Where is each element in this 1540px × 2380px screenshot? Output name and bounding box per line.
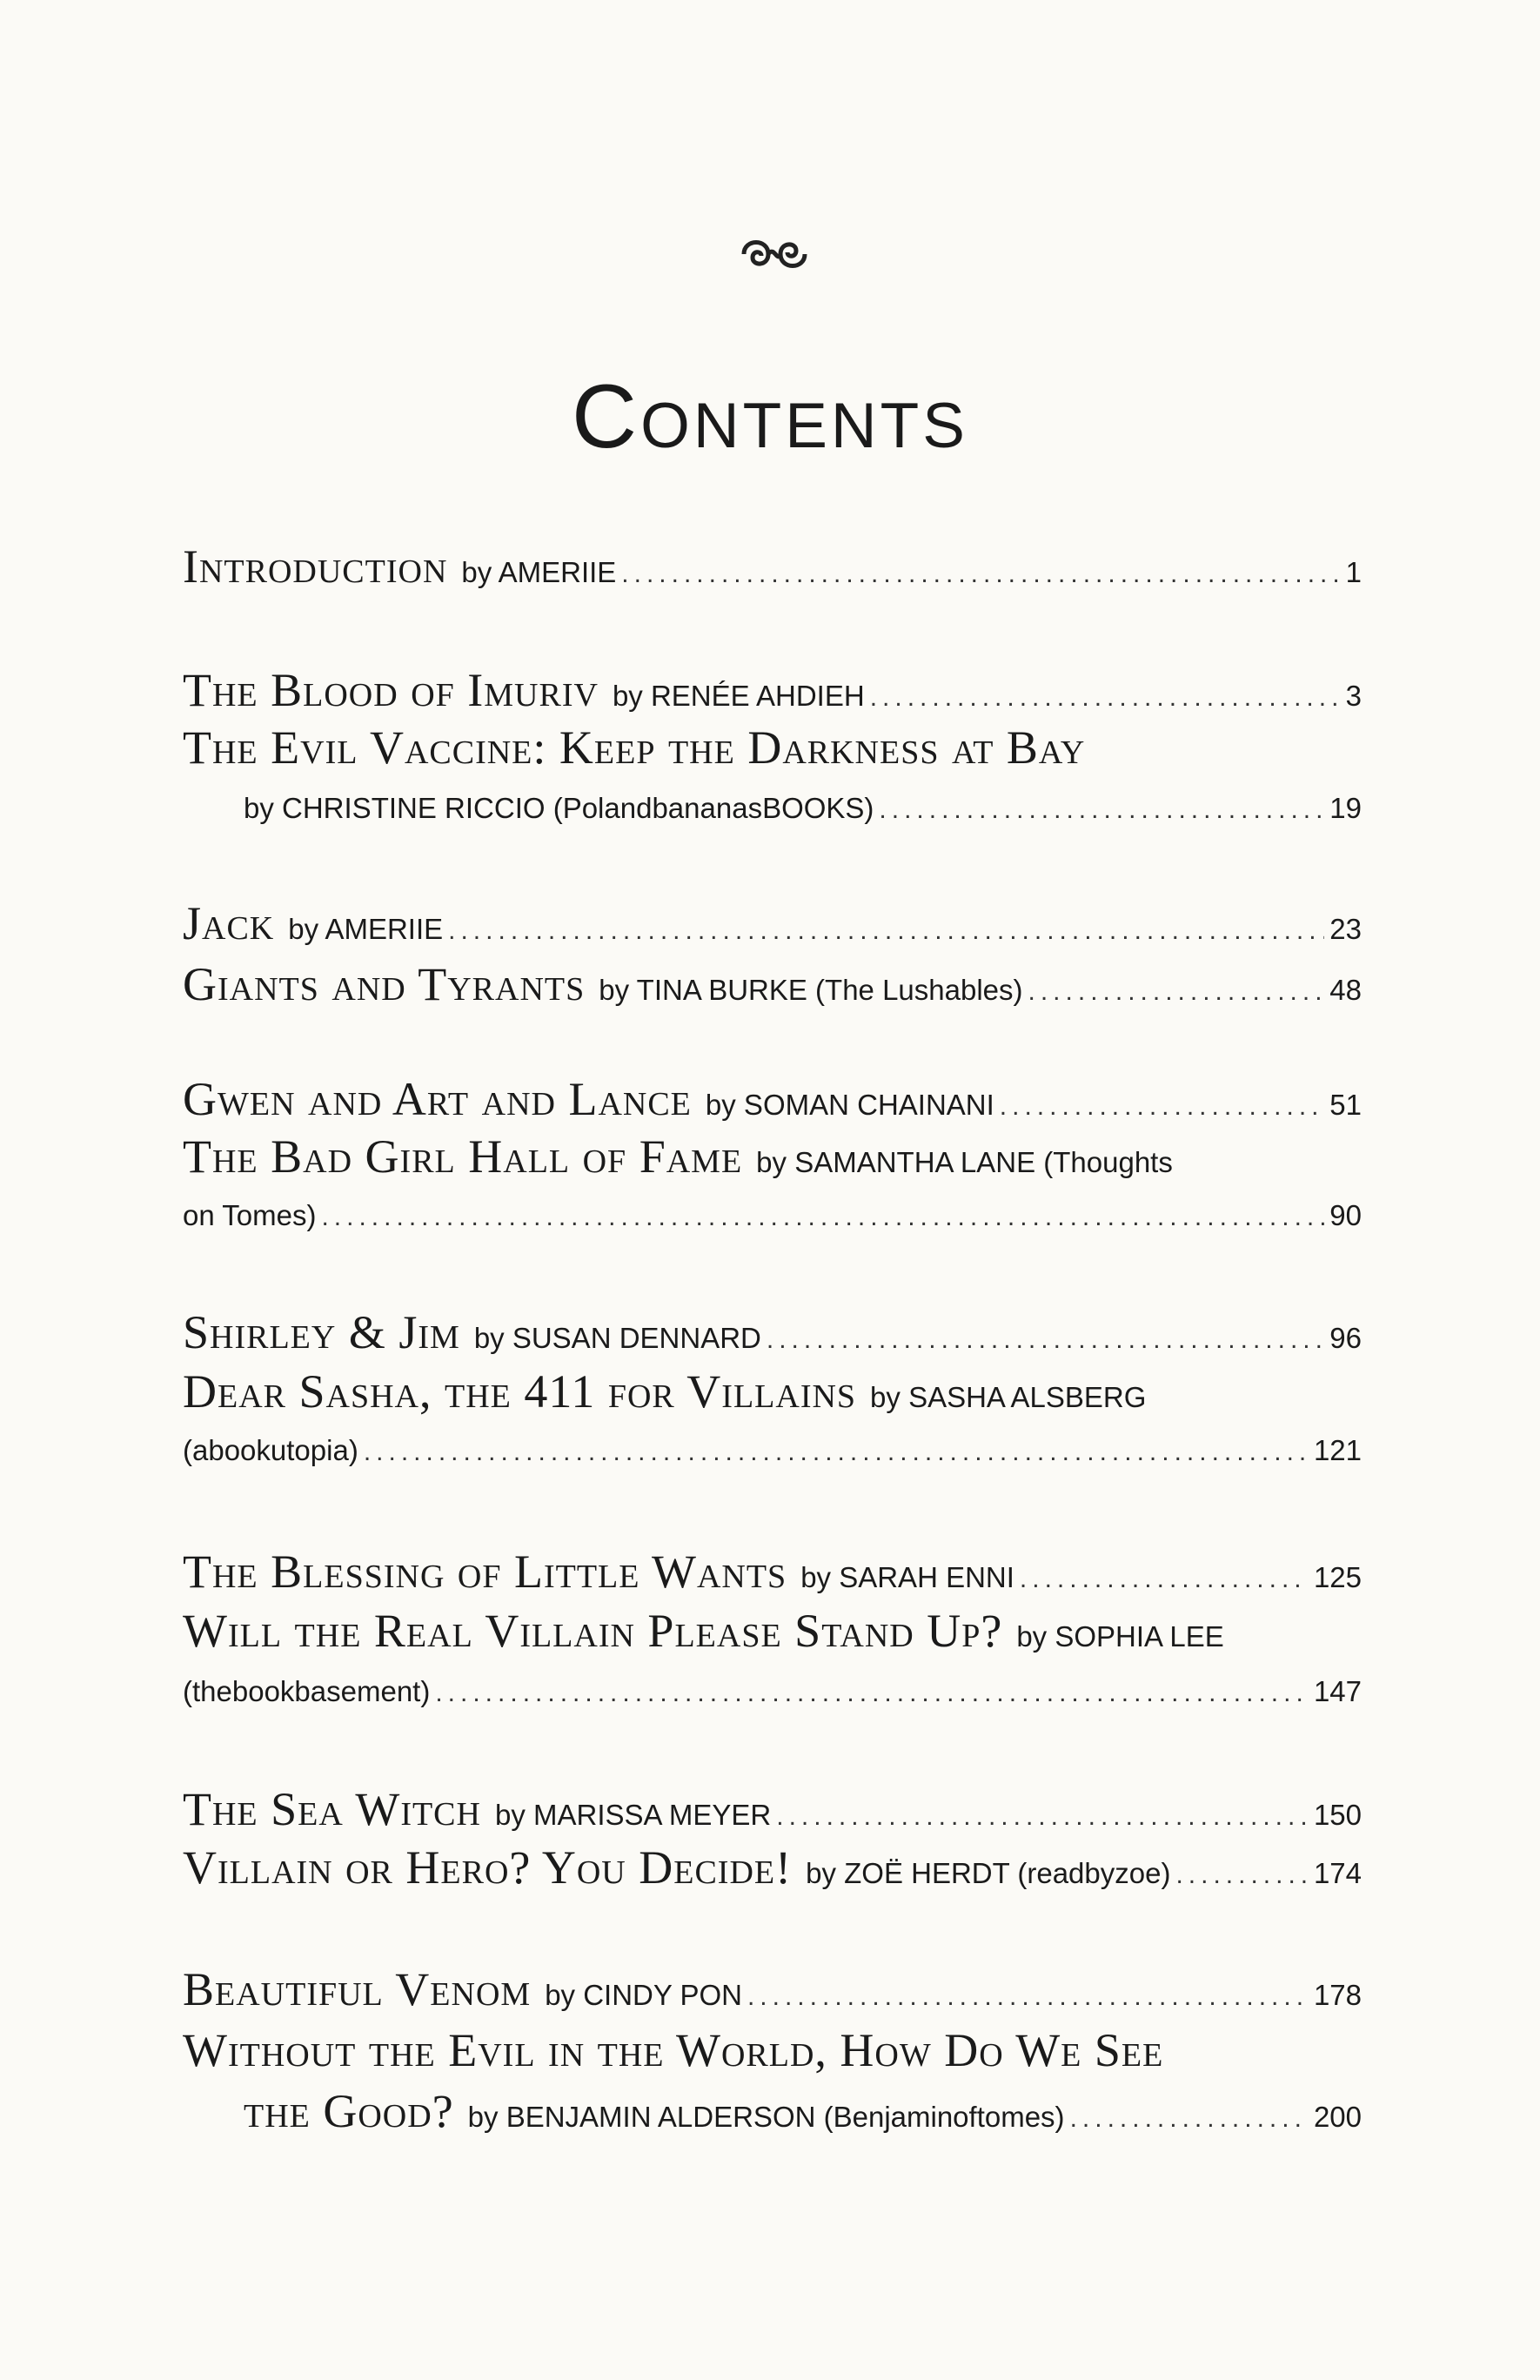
dot-leader (364, 1438, 1309, 1467)
dot-leader (435, 1679, 1309, 1708)
entry-byline: by CINDY PON (545, 1979, 742, 2011)
entry-page: 90 (1329, 1199, 1362, 1231)
dot-leader (448, 916, 1324, 946)
entry-byline: by TINA BURKE (The Lushables) (599, 974, 1023, 1006)
dot-leader (747, 1982, 1309, 2012)
entry-page: 121 (1313, 1434, 1362, 1466)
toc-entry (183, 1604, 1362, 1658)
toc-entry-continuation (183, 1199, 1362, 1232)
entry-page: 174 (1313, 1857, 1362, 1889)
toc-entry (183, 896, 1362, 950)
toc-entry (183, 1840, 1362, 1894)
entry-byline: by BENJAMIN ALDERSON (Benjaminoftomes) (467, 2101, 1065, 2133)
entry-byline: by MARISSA MEYER (494, 1799, 772, 1831)
dot-leader (621, 560, 1340, 589)
entry-byline: by SASHA ALSBERG (870, 1381, 1147, 1413)
dot-leader (776, 1802, 1309, 1832)
entry-title: Dear Sasha, the 411 for Villains (183, 1365, 857, 1418)
dot-leader (1000, 1092, 1324, 1122)
toc-entry (183, 540, 1362, 593)
entry-page: 150 (1313, 1799, 1362, 1831)
dot-leader (1070, 2104, 1309, 2134)
entry-title: The Evil Vaccine: Keep the Darkness at Bay (183, 721, 1086, 774)
entry-page: 48 (1329, 974, 1362, 1006)
toc-entry (183, 1782, 1362, 1836)
entry-page: 19 (1329, 792, 1362, 824)
entry-page: 96 (1329, 1322, 1362, 1354)
entry-byline: by SUSAN DENNARD (473, 1322, 761, 1354)
entry-byline-continued: (thebookbasement) (183, 1675, 431, 1707)
entry-title: The Blood of Imuriv (183, 664, 599, 716)
toc-entry-continuation (183, 1434, 1362, 1467)
toc-entry (183, 663, 1362, 717)
dot-leader (767, 1325, 1324, 1355)
toc-entry (183, 721, 1362, 774)
toc-entry (183, 2023, 1362, 2077)
toc-entry-continuation (244, 2084, 1362, 2138)
scroll-ornament-icon (726, 228, 822, 280)
entry-title: Will the Real Villain Please Stand Up? (183, 1605, 1003, 1657)
entry-byline: by SOMAN CHAINANI (705, 1089, 994, 1121)
toc-entry (183, 1305, 1362, 1359)
entry-title: The Bad Girl Hall of Fame (183, 1130, 743, 1183)
entry-byline-continued: (abookutopia) (183, 1434, 358, 1466)
entry-title: Without the Evil in the World, How Do We See (183, 2024, 1164, 2076)
entry-title: The Sea Witch (183, 1783, 481, 1835)
entry-page: 200 (1313, 2101, 1362, 2133)
entry-page: 23 (1329, 913, 1362, 945)
entry-title: Gwen and Art and Lance (183, 1073, 692, 1125)
entry-byline: by CHRISTINE RICCIO (PolandbananasBOOKS) (244, 792, 874, 824)
entry-page: 51 (1329, 1089, 1362, 1121)
entry-page: 178 (1313, 1979, 1362, 2011)
dot-leader (879, 795, 1324, 825)
entry-title: Beautiful Venom (183, 1963, 532, 2015)
entry-title: Introduction (183, 540, 448, 593)
page-title: Contents (572, 366, 968, 467)
entry-title: Jack (183, 897, 275, 949)
dot-leader (870, 683, 1341, 713)
dot-leader (1175, 1860, 1308, 1890)
dot-leader (1028, 977, 1325, 1007)
dot-leader (1020, 1565, 1309, 1594)
entry-byline-continued: on Tomes) (183, 1199, 317, 1231)
entry-byline: by SARAH ENNI (800, 1561, 1014, 1593)
entry-byline: by AMERIIE (461, 556, 617, 588)
entry-page: 125 (1313, 1561, 1362, 1593)
entry-byline: by ZOË HERDT (readbyzoe) (806, 1857, 1171, 1889)
entry-title: Giants and Tyrants (183, 958, 586, 1010)
entry-page: 1 (1345, 556, 1362, 588)
toc-entry (183, 1130, 1362, 1183)
entry-title: Villain or Hero? You Decide! (183, 1841, 793, 1894)
entry-byline: by SAMANTHA LANE (Thoughts (756, 1146, 1173, 1178)
toc-entry-continuation (244, 792, 1362, 825)
entry-title: The Blessing of Little Wants (183, 1545, 787, 1598)
toc-entry (183, 1072, 1362, 1126)
toc-entry (183, 1545, 1362, 1599)
toc-entry (183, 1962, 1362, 2016)
toc-entry-continuation (183, 1675, 1362, 1708)
toc-entry (183, 957, 1362, 1011)
entry-title-continued: the Good? (244, 2085, 454, 2137)
entry-title: Shirley & Jim (183, 1306, 460, 1358)
dot-leader (321, 1203, 1324, 1232)
entry-page: 147 (1313, 1675, 1362, 1707)
entry-byline: by RENÉE AHDIEH (612, 680, 865, 712)
entry-byline: by SOPHIA LEE (1016, 1620, 1224, 1653)
toc-entry (183, 1364, 1362, 1418)
entry-page: 3 (1345, 680, 1362, 712)
entry-byline: by AMERIIE (288, 913, 444, 945)
